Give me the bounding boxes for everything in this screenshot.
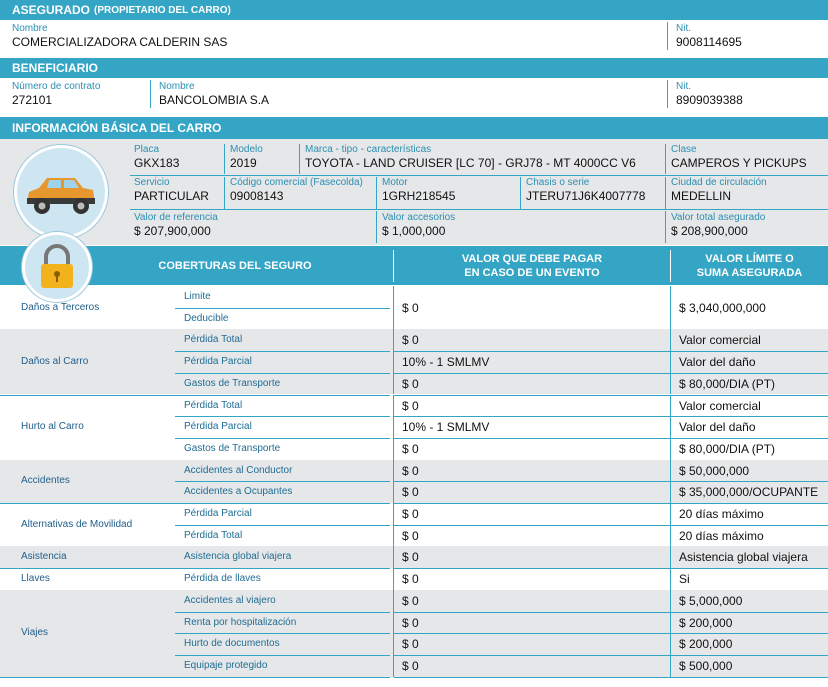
pay-value: $ 0 [402, 637, 419, 652]
limit-col-label-2: SUMA ASEGURADA [696, 266, 803, 279]
chasis-label: Chasis o serie [526, 177, 590, 188]
servicio-label: Servicio [134, 177, 170, 188]
modelo-label: Modelo [230, 144, 263, 155]
coverage-sub-name: Pérdida Total [184, 399, 243, 411]
coverage-sub-name: Pérdida de llaves [184, 573, 261, 585]
row-divider [394, 503, 828, 504]
col-divider [670, 395, 671, 460]
row-divider [394, 373, 828, 374]
coverage-sub-name: Accidentes a Ocupantes [184, 486, 293, 498]
pay-value: $ 0 [402, 507, 419, 521]
coverage-group-name: Asistencia [21, 551, 67, 563]
coverage-group-name: Viajes [21, 627, 49, 639]
placa-value: GKX183 [134, 156, 180, 170]
servicio-block [134, 177, 209, 203]
coverage-sub-name: Gastos de Transporte [184, 377, 281, 389]
coverage-sub-name: Accidentes al viajero [184, 594, 276, 606]
group-divider [0, 503, 175, 504]
row-divider [394, 677, 828, 678]
row-divider [175, 308, 390, 309]
contract-number: 272101 [12, 93, 53, 107]
ciudad-block [671, 177, 767, 203]
row-divider [394, 438, 828, 439]
clase-block [671, 144, 807, 170]
beneficiary-name: BANCOLOMBIA S.A [159, 93, 270, 107]
limit-value: $ 3,040,000,000 [679, 300, 766, 315]
limit-col-label-1: VALOR LÍMITE O [705, 252, 794, 265]
valor-total-label: Valor total asegurado [671, 212, 766, 223]
col-divider [393, 286, 394, 329]
car-icon [14, 145, 108, 239]
valor-ref-block [134, 212, 218, 238]
marca-block [305, 144, 636, 170]
beneficiary-nit: 8909039388 [676, 93, 743, 107]
coverage-sub-name: Limite [184, 291, 211, 302]
car-title: INFORMACIÓN BÁSICA DEL CARRO [12, 121, 222, 135]
codigo-value: 09008143 [230, 189, 284, 203]
row-divider [175, 395, 390, 396]
coverage-sub-name: Equipaje protegido [184, 659, 268, 671]
limit-col-title [671, 246, 828, 285]
limit-value: Asistencia global viajera [679, 550, 808, 565]
valor-ref-value: $ 207,900,000 [134, 224, 211, 238]
pay-value: $ 0 [402, 528, 419, 543]
valor-acc-value: $ 1,000,000 [382, 224, 446, 238]
contract-label: Número de contrato [12, 81, 101, 92]
row-divider [394, 633, 828, 634]
col-divider [670, 568, 671, 590]
row-divider [394, 655, 828, 656]
insured-name: COMERCIALIZADORA CALDERIN SAS [12, 35, 228, 49]
row-divider [175, 351, 390, 352]
codigo-label: Código comercial (Fasecolda) [230, 177, 363, 188]
coverage-group-name: Daños al Carro [21, 355, 89, 367]
pay-value: $ 0 [402, 300, 419, 315]
pay-value: $ 0 [402, 376, 419, 391]
coverage-col-title [130, 246, 340, 285]
motor-value: 1GRH218545 [382, 189, 456, 203]
limit-value: Valor del daño [679, 355, 756, 370]
car-section-header [0, 117, 828, 139]
pay-value: $ 0 [402, 593, 419, 608]
col-divider [393, 395, 394, 460]
group-divider [0, 395, 175, 396]
pay-value: $ 0 [402, 615, 419, 630]
insured-name-block [12, 23, 227, 49]
beneficiary-nit-label: Nit. [676, 81, 691, 92]
row-divider [175, 633, 390, 634]
coverage-sub-name: Deducible [184, 312, 229, 324]
pay-value: $ 0 [402, 572, 419, 587]
limit-value: 20 días máximo [679, 507, 764, 521]
row-divider [175, 438, 390, 439]
insured-section-header [0, 0, 828, 20]
ciudad-label: Ciudad de circulación [671, 177, 767, 188]
marca-label: Marca - tipo - características [305, 144, 432, 155]
limit-value: $ 200,000 [679, 637, 733, 652]
row-divider [394, 568, 828, 569]
row-divider [394, 351, 828, 352]
row-divider [394, 395, 828, 396]
row-divider [175, 568, 390, 569]
motor-label: Motor [382, 177, 408, 188]
clase-label: Clase [671, 144, 697, 155]
valor-total-value: $ 208,900,000 [671, 224, 748, 238]
row-divider [394, 481, 828, 482]
marca-value: TOYOTA - LAND CRUISER [LC 70] - GRJ78 - MT 4000CC V6 [305, 156, 636, 170]
row-divider [394, 612, 828, 613]
coverage-sub-name: Pérdida Parcial [184, 508, 252, 519]
pay-col-label-2: EN CASO DE UN EVENTO [464, 266, 600, 279]
ciudad-value: MEDELLIN [671, 189, 732, 203]
coverage-sub-name: Hurto de documentos [184, 638, 280, 650]
pay-value: $ 0 [402, 485, 419, 500]
row-divider [394, 525, 828, 526]
beneficiary-name-label: Nombre [159, 81, 195, 92]
pay-value: $ 0 [402, 463, 419, 478]
pay-value: $ 0 [402, 658, 419, 673]
col-divider [393, 568, 394, 590]
limit-value: $ 500,000 [679, 658, 733, 673]
modelo-value: 2019 [230, 156, 257, 170]
beneficiary-contract-block [12, 81, 100, 107]
valor-acc-block [382, 212, 455, 238]
col-divider [393, 329, 394, 394]
codigo-block [230, 177, 363, 203]
pay-value: $ 0 [402, 333, 419, 348]
coverage-group-name: Llaves [21, 572, 50, 584]
col-divider [393, 546, 394, 568]
row-divider [175, 612, 390, 613]
pay-col-label-1: VALOR QUE DEBE PAGAR [461, 252, 603, 265]
insured-name-label: Nombre [12, 23, 48, 34]
beneficiary-section-header [0, 58, 828, 78]
limit-value: $ 50,000,000 [679, 463, 750, 478]
servicio-value: PARTICULAR [134, 189, 209, 203]
row-divider [394, 416, 828, 417]
clase-value: CAMPEROS Y PICKUPS [671, 156, 807, 170]
chasis-value: JTERU71J6K4007778 [526, 189, 646, 203]
limit-value: 20 días máximo [679, 528, 764, 543]
pay-value: $ 0 [402, 550, 419, 565]
chasis-block [526, 177, 645, 203]
placa-label: Placa [134, 144, 160, 155]
beneficiary-title: BENEFICIARIO [12, 61, 99, 75]
pay-value: $ 0 [402, 398, 419, 413]
pay-value: 10% - 1 SMLMV [402, 355, 490, 370]
coverage-sub-name: Pérdida Parcial [184, 421, 252, 433]
limit-value: Valor comercial [679, 333, 761, 348]
row-divider [175, 525, 390, 526]
pay-value: $ 0 [402, 441, 419, 456]
col-divider [670, 546, 671, 568]
placa-block [134, 144, 179, 170]
limit-value: $ 200,000 [679, 615, 733, 630]
limit-value: $ 80,000/DIA (PT) [679, 376, 776, 391]
valor-acc-label: Valor accesorios [382, 212, 456, 223]
coverage-group-name: Hurto al Carro [21, 421, 84, 433]
insured-title: ASEGURADO [12, 3, 91, 17]
coverage-group-name: Alternativas de Movilidad [21, 518, 133, 530]
valor-total-block [671, 212, 765, 238]
coverage-group-name: Daños a Terceros [21, 301, 100, 313]
coverage-group-name: Accidentes [21, 475, 70, 487]
motor-block [382, 177, 455, 203]
row-divider [175, 677, 390, 678]
limit-value: Valor comercial [679, 398, 761, 413]
insured-subtitle: (PROPIETARIO DEL CARRO) [94, 4, 231, 16]
row-divider [175, 373, 390, 374]
coverage-sub-name: Pérdida Total [184, 334, 243, 346]
limit-value: $ 5,000,000 [679, 593, 743, 608]
coverage-sub-name: Pérdida Total [184, 529, 243, 541]
group-divider [0, 677, 175, 678]
pay-value: 10% - 1 SMLMV [402, 420, 490, 435]
insured-nit-block [676, 23, 742, 49]
pay-col-title [394, 246, 670, 285]
coverage-sub-name: Gastos de Transporte [184, 442, 281, 454]
valor-ref-label: Valor de referencia [134, 212, 218, 223]
coverage-sub-name: Renta por hospitalización [184, 616, 297, 628]
limit-value: Si [679, 572, 690, 587]
col-divider [670, 329, 671, 394]
row-divider [175, 416, 390, 417]
insured-nit: 9008114695 [676, 35, 742, 49]
row-divider [175, 655, 390, 656]
limit-value: $ 80,000/DIA (PT) [679, 441, 776, 456]
limit-value: Valor del daño [679, 420, 756, 435]
group-divider [0, 568, 175, 569]
beneficiary-name-block [159, 81, 269, 107]
coverage-sub-name: Asistencia global viajera [184, 551, 292, 563]
beneficiary-nit-block [676, 81, 743, 107]
coverage-sub-name: Accidentes al Conductor [184, 464, 293, 476]
row-divider [175, 481, 390, 482]
insured-nit-label: Nit. [676, 23, 691, 34]
coverage-col1-label: COBERTURAS DEL SEGURO [158, 259, 312, 272]
col-divider [670, 286, 671, 329]
row-divider [175, 503, 390, 504]
lock-icon [22, 232, 92, 302]
limit-value: $ 35,000,000/OCUPANTE [679, 485, 819, 500]
modelo-block [230, 144, 263, 170]
coverage-sub-name: Pérdida Parcial [184, 356, 252, 368]
